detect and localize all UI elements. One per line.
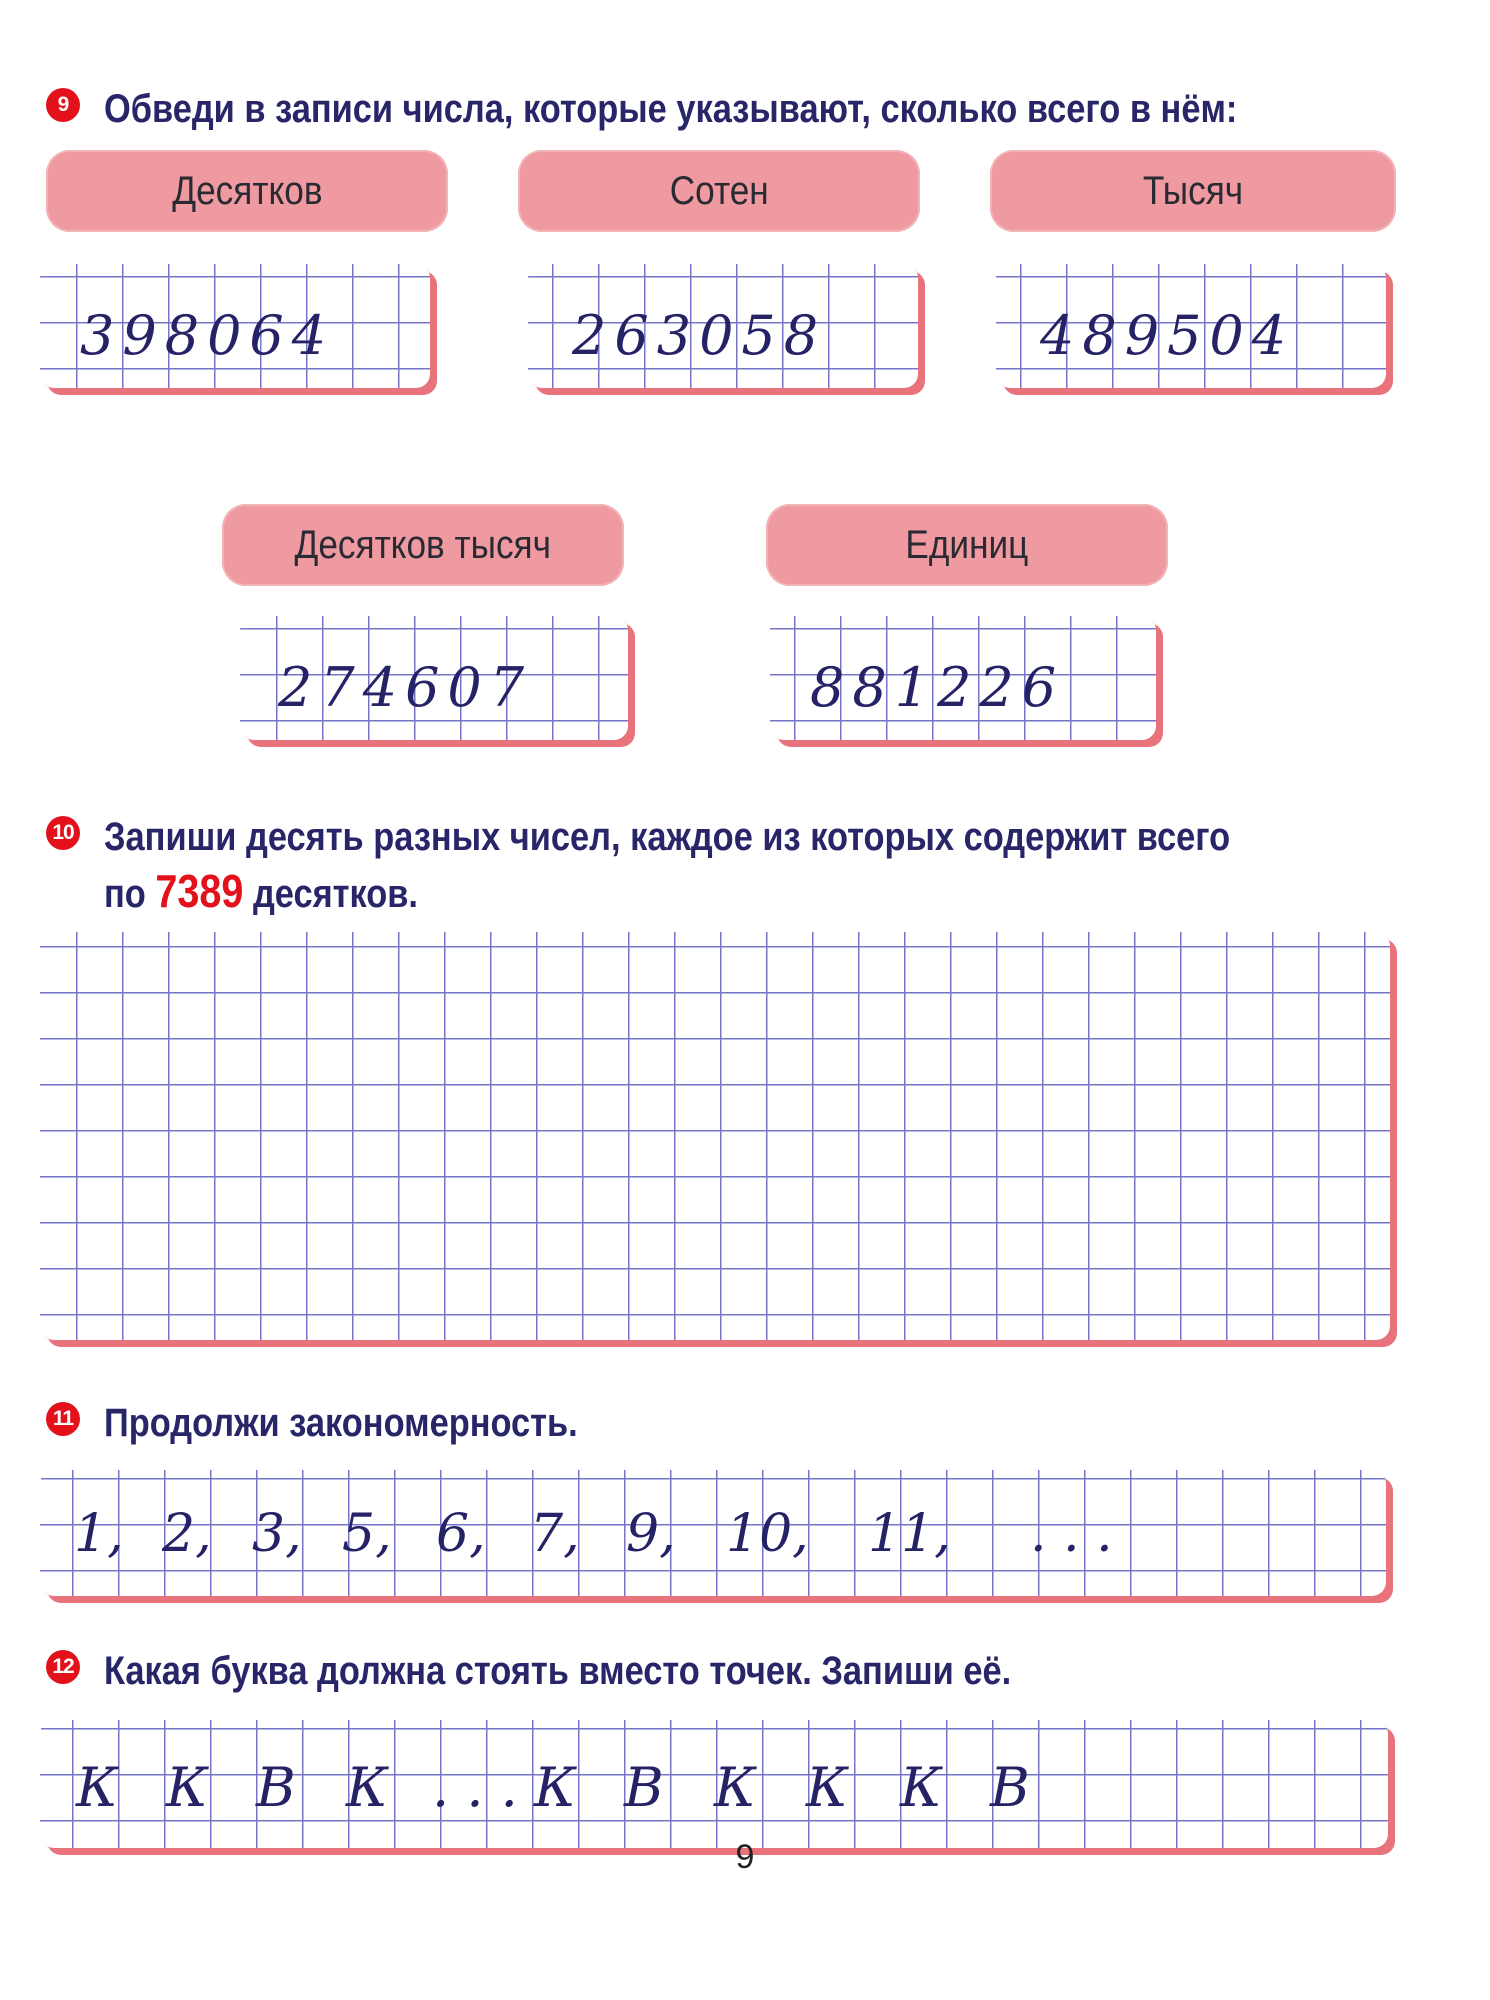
letter-item: В (624, 1756, 664, 1819)
letter-item: В (990, 1756, 1030, 1819)
category-label-ten-thousands (222, 504, 624, 586)
number-card-units (770, 616, 1156, 740)
sequence-item: 7, (530, 1504, 580, 1564)
sequence-item: 10, (726, 1504, 809, 1564)
task-9-text: Обведи в записи числа, которые указывают, сколько всего в нём: (104, 87, 1238, 131)
task-10-line-2 (104, 864, 1230, 921)
highlighted-number: 7389 (155, 865, 244, 917)
sequence-item: 2, (162, 1504, 212, 1564)
task-11-heading (46, 1396, 655, 1450)
page-number: 9 (735, 1838, 755, 1876)
category-label-units (766, 504, 1168, 586)
sequence-ellipsis: . . . (1030, 1504, 1113, 1564)
number-card-thousands (996, 264, 1386, 388)
category-label-thousands (990, 150, 1396, 232)
letter-item: К (346, 1756, 388, 1819)
sequence-item: 3, (252, 1504, 302, 1564)
category-label-hundreds (518, 150, 920, 232)
handwritten-number: 881226 (810, 656, 1065, 719)
task-10-text (104, 810, 1230, 921)
task-number-badge: 10 (46, 816, 80, 850)
category-label-text: Сотен (669, 169, 769, 213)
letter-item: К (166, 1756, 208, 1819)
sequence-ellipsis: . . . (432, 1756, 518, 1819)
number-card-hundreds (528, 264, 918, 388)
task-10-heading (46, 810, 1414, 921)
handwritten-number: 274607 (278, 656, 533, 719)
task-number-badge: 11 (46, 1402, 80, 1436)
answer-grid-task-10[interactable] (40, 932, 1390, 1340)
category-label-text: Десятков тысяч (294, 523, 552, 567)
letter-item: К (76, 1756, 118, 1819)
category-label-tens (46, 150, 448, 232)
task-10-suffix: десятков. (252, 872, 418, 916)
task-9-heading (46, 82, 1422, 136)
category-label-text: Единиц (905, 523, 1029, 567)
task-10-line-1: Запиши десять разных чисел, каждое из которых содержит всего (104, 815, 1231, 859)
letter-item: К (714, 1756, 756, 1819)
sequence-item: 1, (74, 1504, 124, 1564)
sequence-item: 11, (868, 1504, 951, 1564)
sequence-card-task-11[interactable] (40, 1470, 1386, 1596)
handwritten-number: 263058 (572, 304, 827, 367)
letter-item: К (534, 1756, 576, 1819)
sequence-item: 9, (626, 1504, 676, 1564)
number-card-tens (40, 264, 430, 388)
task-11-text: Продолжи закономерность. (104, 1401, 578, 1445)
sequence-item: 6, (436, 1504, 486, 1564)
task-number-badge: 12 (46, 1650, 80, 1684)
task-10-prefix: по (104, 872, 146, 916)
category-label-text: Тысяч (1142, 169, 1244, 213)
number-card-ten-thousands (240, 616, 628, 740)
task-12-text: Какая буква должна стоять вместо точек. Запиши её. (104, 1649, 1012, 1693)
sequence-card-task-12[interactable] (40, 1720, 1388, 1848)
handwritten-number: 398064 (80, 304, 335, 367)
letter-item: В (256, 1756, 296, 1819)
letter-item: К (900, 1756, 942, 1819)
handwritten-number: 489504 (1040, 304, 1295, 367)
task-number-badge: 9 (46, 88, 80, 122)
sequence-item: 5, (342, 1504, 392, 1564)
category-label-text: Десятков (171, 169, 323, 213)
task-12-heading (46, 1644, 1159, 1698)
letter-item: К (806, 1756, 848, 1819)
